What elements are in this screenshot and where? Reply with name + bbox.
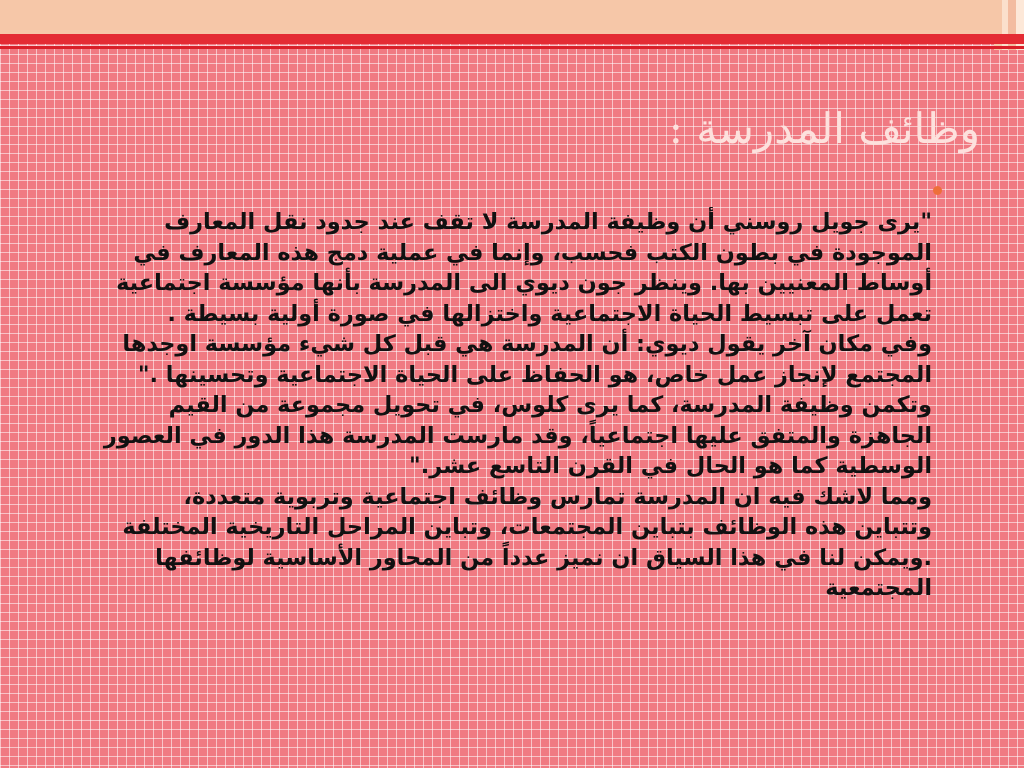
header-rule (0, 34, 1024, 44)
top-band (0, 0, 1024, 34)
bullet-dot (933, 186, 942, 195)
paragraph-4: ومما لاشك فيه ان المدرسة تمارس وظائف اجتماعية وتربوية متعددة، وتتباين هذه الوظائف بتباين المجتمعات، وتباين المراحل التاريخية المختلفة .ويمكن لنا في هذا السياق ان نميز عدداً من المحاور الأساسية لوظائفها المجتمعية (122, 483, 932, 601)
paragraph-1: "يرى جويل روسني أن وظيفة المدرسة لا تقف عند جدود نقل المعارف الموجودة في بطون الكتب فحسب، وإنما في عملية دمج هذه المعارف في أوساط المعنيين بها. وينظر جون ديوي الى المدرسة بأنها مؤسسة اجتماعية تعمل على تبسيط الحياة الاجتماعية واختزالها في صورة أولية بسيطة . (116, 209, 932, 327)
paragraph-2: وفي مكان آخر يقول ديوي: أن المدرسة هي قبل كل شيء مؤسسة اوجدها المجتمع لإنجاز عمل خاص، هو الحفاظ على الحياة الاجتماعية وتحسينها ." (122, 331, 932, 388)
slide-body (102, 207, 932, 604)
slide-title: وظائف المدرسة : (668, 104, 980, 153)
paragraph-3: وتكمن وظيفة المدرسة، كما يرى كلوس، في تحويل مجموعة من القيم الجاهزة والمتفق عليها اجتماعياً، وقد مارست المدرسة هذا الدور في العصور الوسطية كما هو الحال في القرن التاسع عشر." (103, 392, 932, 479)
header-rule-thin (0, 46, 1024, 49)
